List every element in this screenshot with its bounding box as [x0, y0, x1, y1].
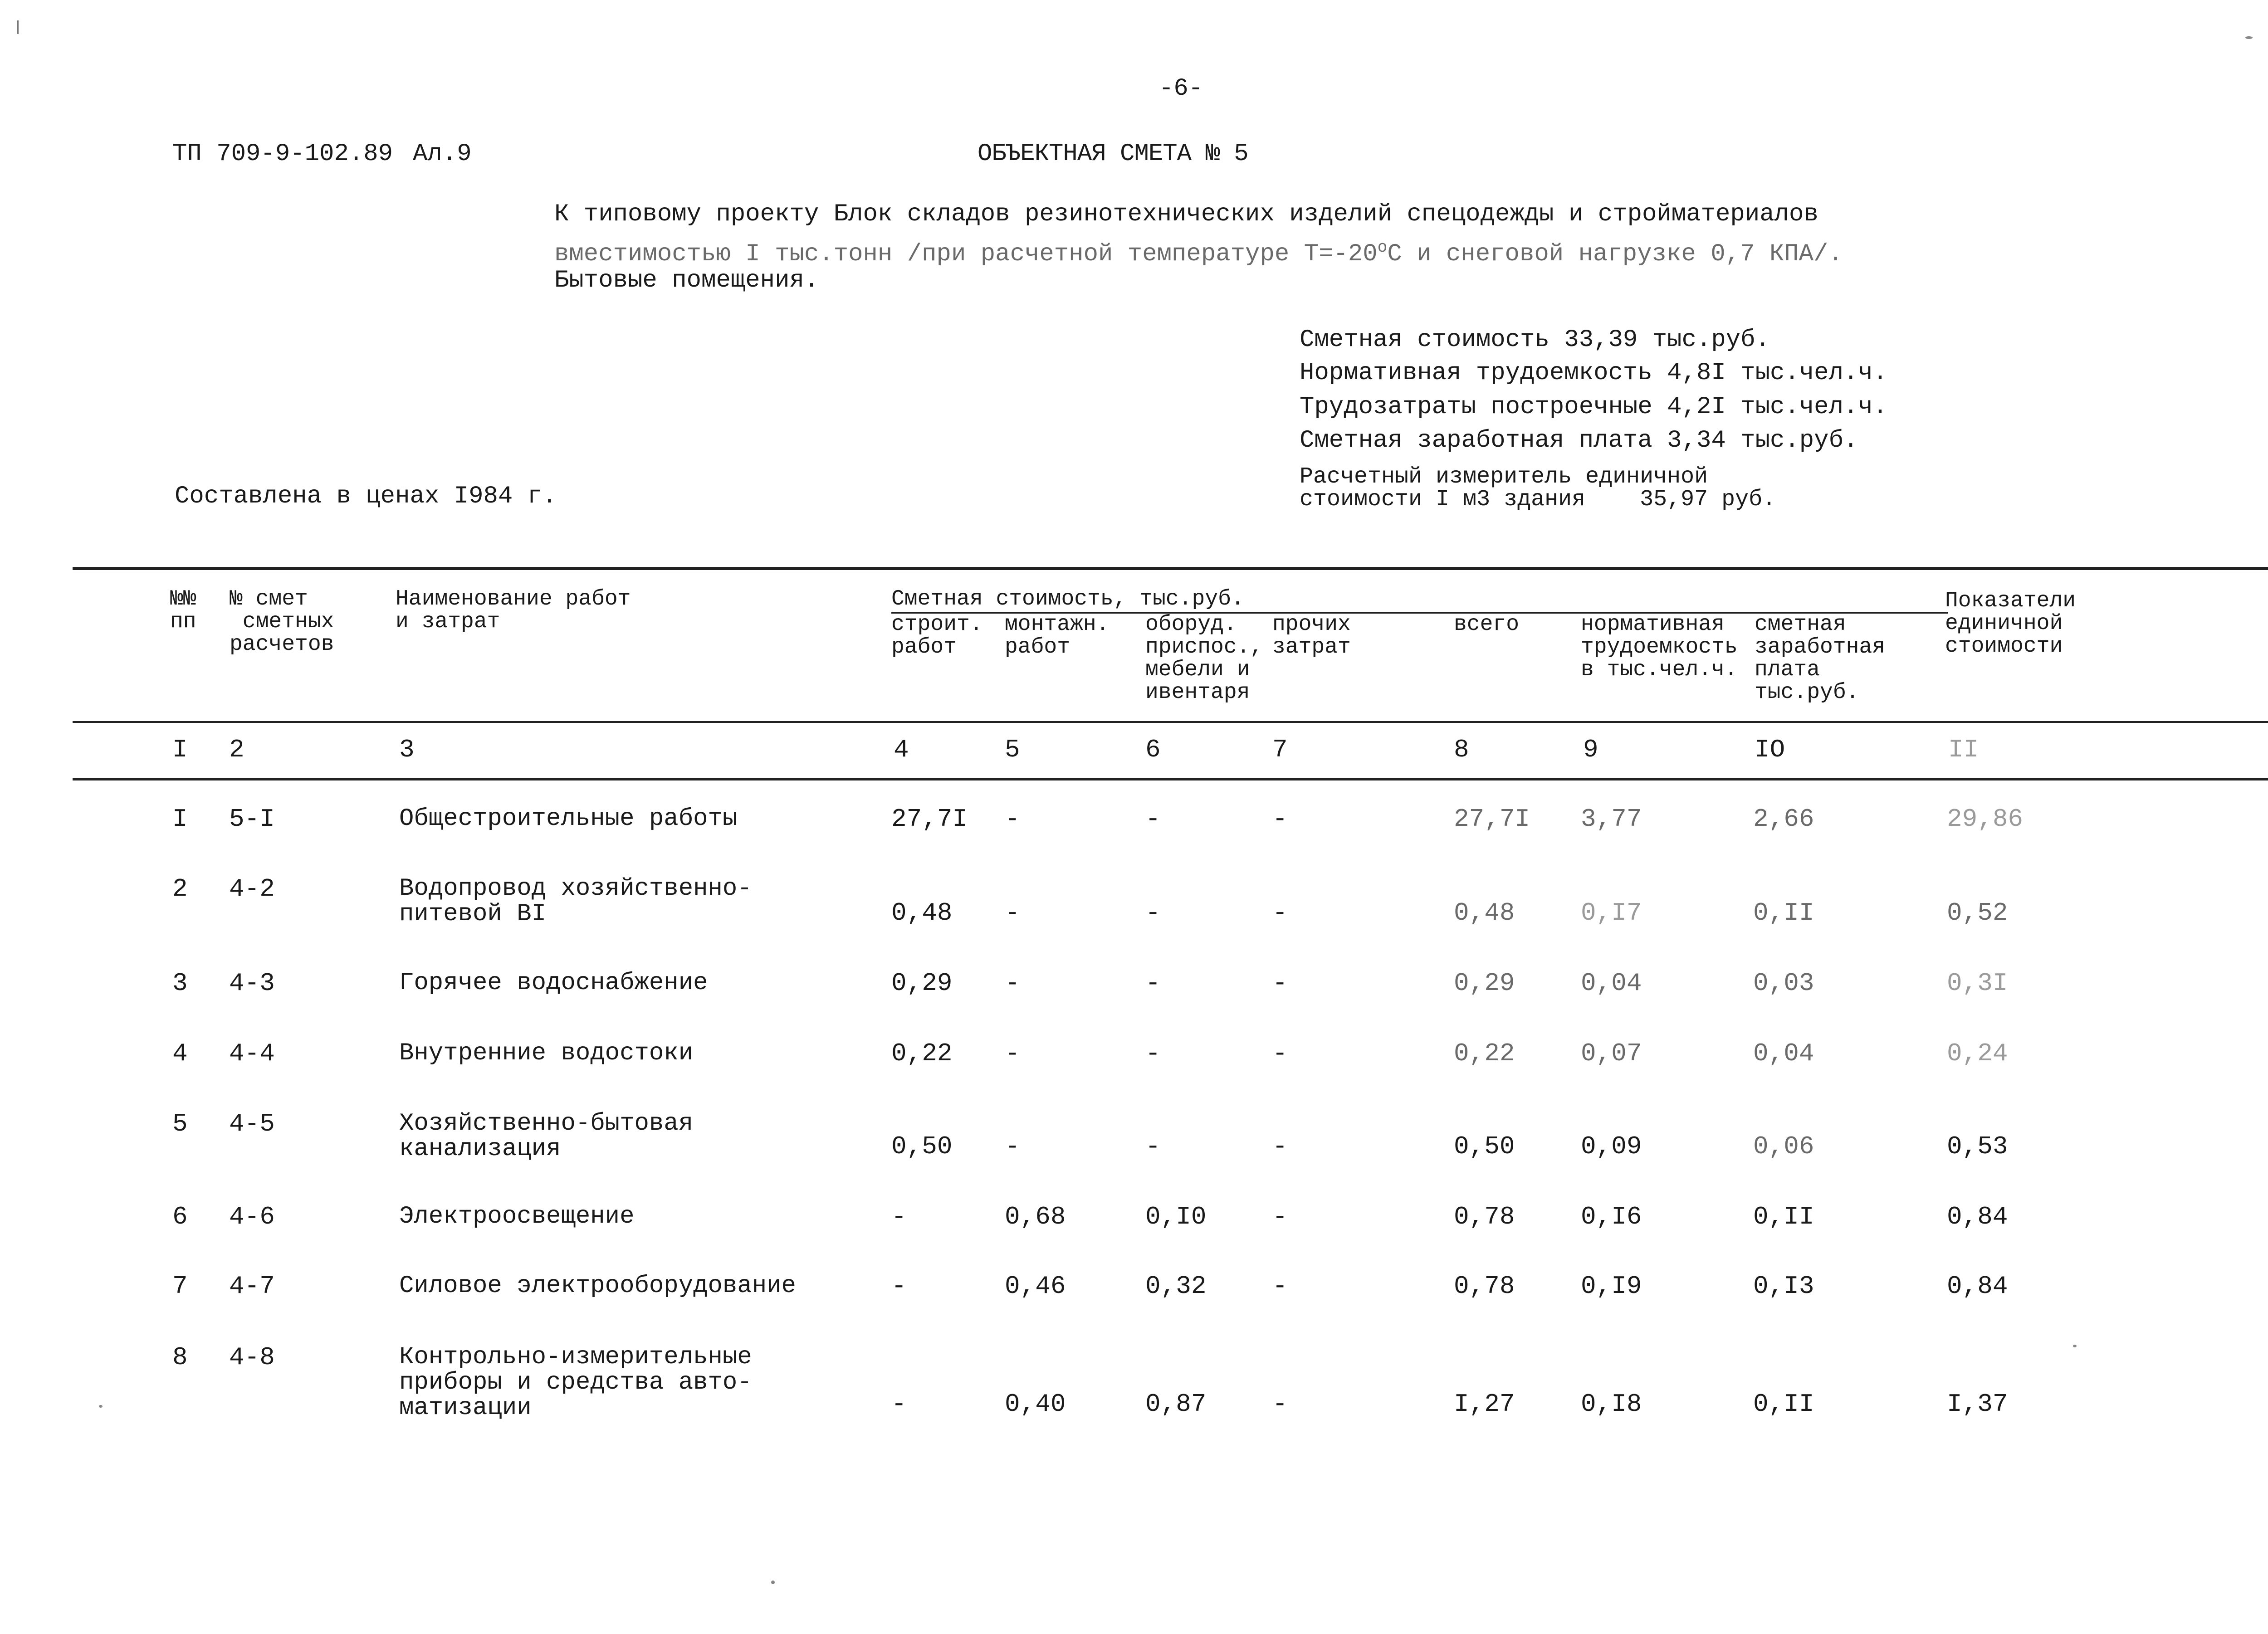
summary-unit-cost: стоимости I м3 здания 35,97 руб.: [1300, 487, 1776, 512]
equipment-cost: -: [1145, 805, 1161, 834]
installation-cost: -: [1005, 1132, 1020, 1161]
header-row-number: №№ пп: [170, 587, 196, 634]
scan-mark: [771, 1580, 775, 1584]
norm-labor: 0,07: [1581, 1039, 1642, 1068]
equipment-cost: 0,I0: [1145, 1202, 1207, 1231]
installation-cost: 0,46: [1005, 1272, 1066, 1301]
subtitle-line-1: К типовому проекту Блок складов резинотехнических изделий спецодежды и стройматериалов: [554, 200, 1818, 228]
calc-number: 4-3: [229, 969, 275, 998]
total-cost: 0,78: [1454, 1272, 1515, 1301]
total-cost: 27,7I: [1454, 805, 1530, 834]
document-code: ТП 709-9-102.89: [172, 140, 393, 168]
other-cost: -: [1272, 1390, 1288, 1419]
total-cost: 0,29: [1454, 969, 1515, 998]
header-installation: монтажн. работ: [1005, 612, 1110, 659]
header-other: прочих затрат: [1272, 612, 1351, 659]
unit-indicator: 0,84: [1947, 1272, 2008, 1301]
row-number: 7: [172, 1272, 188, 1301]
header-construction: строит. работ: [891, 612, 983, 659]
norm-labor: 0,04: [1581, 969, 1642, 998]
other-cost: -: [1272, 1132, 1288, 1161]
summary-unit-meter: Расчетный измеритель единичной: [1300, 464, 1708, 490]
work-name: Общестроительные работы: [399, 805, 738, 833]
installation-cost: -: [1005, 969, 1020, 998]
table-numbers-rule: [73, 778, 2268, 780]
colnum-4: 4: [894, 735, 909, 764]
colnum-11: II: [1948, 735, 1979, 764]
installation-cost: -: [1005, 1039, 1020, 1068]
header-cost-group: Сметная стоимость, тыс.руб.: [891, 587, 1244, 611]
row-number: 2: [172, 874, 188, 903]
colnum-5: 5: [1005, 735, 1020, 764]
equipment-cost: -: [1145, 898, 1161, 927]
total-cost: 0,48: [1454, 898, 1515, 927]
colnum-7: 7: [1272, 735, 1288, 764]
subtitle-line-2-tail: С и снеговой нагрузке 0,7 КПА/.: [1387, 240, 1843, 268]
colnum-2: 2: [229, 735, 244, 764]
wages: 0,II: [1753, 1202, 1814, 1231]
colnum-1: I: [172, 735, 188, 764]
album-number: Ал.9: [413, 140, 472, 168]
calc-number: 4-8: [229, 1343, 275, 1372]
total-cost: 0,78: [1454, 1202, 1515, 1231]
norm-labor: 0,I7: [1581, 898, 1642, 927]
norm-labor: 0,I9: [1581, 1272, 1642, 1301]
calc-number: 4-5: [229, 1109, 275, 1138]
header-equipment: оборуд. приспос., мебели и ивентаря: [1145, 612, 1263, 705]
colnum-6: 6: [1145, 735, 1161, 764]
other-cost: -: [1272, 1202, 1288, 1231]
colnum-3: 3: [399, 735, 415, 764]
wages: 0,03: [1753, 969, 1814, 998]
construction-cost: 0,48: [891, 898, 953, 927]
total-cost: 0,22: [1454, 1039, 1515, 1068]
header-total: всего: [1454, 612, 1520, 637]
unit-indicator: I,37: [1947, 1390, 2008, 1419]
installation-cost: -: [1005, 805, 1020, 834]
wages: 0,II: [1753, 1390, 1814, 1419]
unit-indicator: 0,84: [1947, 1202, 2008, 1231]
construction-cost: 27,7I: [891, 805, 968, 834]
work-name: Горячее водоснабжение: [399, 969, 708, 997]
construction-cost: 0,29: [891, 969, 953, 998]
unit-indicator: 0,53: [1947, 1132, 2008, 1161]
summary-labor-intensity: Нормативная трудоемкость 4,8I тыс.чел.ч.: [1300, 359, 1888, 387]
norm-labor: 3,77: [1581, 805, 1642, 834]
norm-labor: 0,I6: [1581, 1202, 1642, 1231]
installation-cost: 0,40: [1005, 1390, 1066, 1419]
row-number: I: [172, 805, 188, 834]
work-name: Водопровод хозяйственно- питевой ВI: [399, 875, 752, 928]
summary-estimated-cost: Сметная стоимость 33,39 тыс.руб.: [1300, 326, 1770, 354]
unit-indicator: 0,24: [1947, 1039, 2008, 1068]
header-unit-indicators: Показатели единичной стоимости: [1945, 589, 2076, 658]
work-name: Электроосвещение: [399, 1203, 635, 1230]
total-cost: 0,50: [1454, 1132, 1515, 1161]
colnum-10: IO: [1755, 735, 1785, 764]
calc-number: 4-2: [229, 874, 275, 903]
equipment-cost: -: [1145, 1039, 1161, 1068]
other-cost: -: [1272, 1272, 1288, 1301]
wages: 0,I3: [1753, 1272, 1814, 1301]
construction-cost: 0,50: [891, 1132, 953, 1161]
calc-number: 4-7: [229, 1272, 275, 1301]
construction-cost: 0,22: [891, 1039, 953, 1068]
subtitle-line-3: Бытовые помещения.: [554, 267, 819, 294]
construction-cost: -: [891, 1272, 907, 1301]
summary-wages: Сметная заработная плата 3,34 тыс.руб.: [1300, 427, 1858, 454]
installation-cost: -: [1005, 898, 1020, 927]
construction-cost: -: [891, 1202, 907, 1231]
equipment-cost: -: [1145, 969, 1161, 998]
degree-sign: о: [1377, 238, 1388, 257]
other-cost: -: [1272, 898, 1288, 927]
row-number: 6: [172, 1202, 188, 1231]
equipment-cost: -: [1145, 1132, 1161, 1161]
row-number: 4: [172, 1039, 188, 1068]
unit-indicator: 0,3I: [1947, 969, 2008, 998]
wages: 0,II: [1753, 898, 1814, 927]
work-name: Хозяйственно-бытовая канализация: [399, 1110, 694, 1163]
header-calc-number: № смет сметных расчетов: [230, 587, 334, 657]
norm-labor: 0,09: [1581, 1132, 1642, 1161]
calc-number: 4-6: [229, 1202, 275, 1231]
scan-mark: [99, 1405, 103, 1408]
construction-cost: -: [891, 1390, 907, 1419]
page-number: -6-: [1159, 75, 1203, 102]
installation-cost: 0,68: [1005, 1202, 1066, 1231]
calc-number: 5-I: [229, 805, 275, 834]
scan-mark: [2245, 36, 2253, 39]
other-cost: -: [1272, 805, 1288, 834]
colnum-8: 8: [1454, 735, 1469, 764]
row-number: 8: [172, 1343, 188, 1372]
header-norm-labor: нормативная трудоемкость в тыс.чел.ч.: [1581, 612, 1738, 682]
work-name: Контрольно-измерительные приборы и средства авто- матизации: [399, 1343, 752, 1422]
row-number: 5: [172, 1109, 188, 1138]
header-works-name: Наименование работ и затрат: [396, 587, 631, 634]
subtitle-line-2: [554, 234, 1843, 268]
equipment-cost: 0,32: [1145, 1272, 1207, 1301]
scan-mark: [2073, 1345, 2077, 1347]
subtitle-line-2-text: вместимостью I тыс.тонн /при расчетной температуре Т=-20: [554, 240, 1378, 268]
work-name: Силовое электрооборудование: [399, 1272, 796, 1300]
prices-note: Составлена в ценах I984 г.: [175, 483, 557, 510]
other-cost: -: [1272, 969, 1288, 998]
norm-labor: 0,I8: [1581, 1390, 1642, 1419]
calc-number: 4-4: [229, 1039, 275, 1068]
other-cost: -: [1272, 1039, 1288, 1068]
unit-indicator: 29,86: [1947, 805, 2024, 834]
wages: 0,06: [1753, 1132, 1814, 1161]
header-wages: сметная заработная плата тыс.руб.: [1755, 612, 1886, 705]
equipment-cost: 0,87: [1145, 1390, 1207, 1419]
table-top-rule: [73, 567, 2268, 570]
work-name: Внутренние водостоки: [399, 1039, 694, 1067]
total-cost: I,27: [1454, 1390, 1515, 1419]
table-header-rule: [73, 721, 2268, 723]
scan-mark: [17, 20, 19, 34]
summary-labor-costs: Трудозатраты построечные 4,2I тыс.чел.ч.: [1300, 393, 1888, 421]
wages: 0,04: [1753, 1039, 1814, 1068]
unit-indicator: 0,52: [1947, 898, 2008, 927]
document-title: ОБЪЕКТНАЯ СМЕТА № 5: [978, 140, 1248, 168]
colnum-9: 9: [1583, 735, 1598, 764]
wages: 2,66: [1753, 805, 1814, 834]
row-number: 3: [172, 969, 188, 998]
